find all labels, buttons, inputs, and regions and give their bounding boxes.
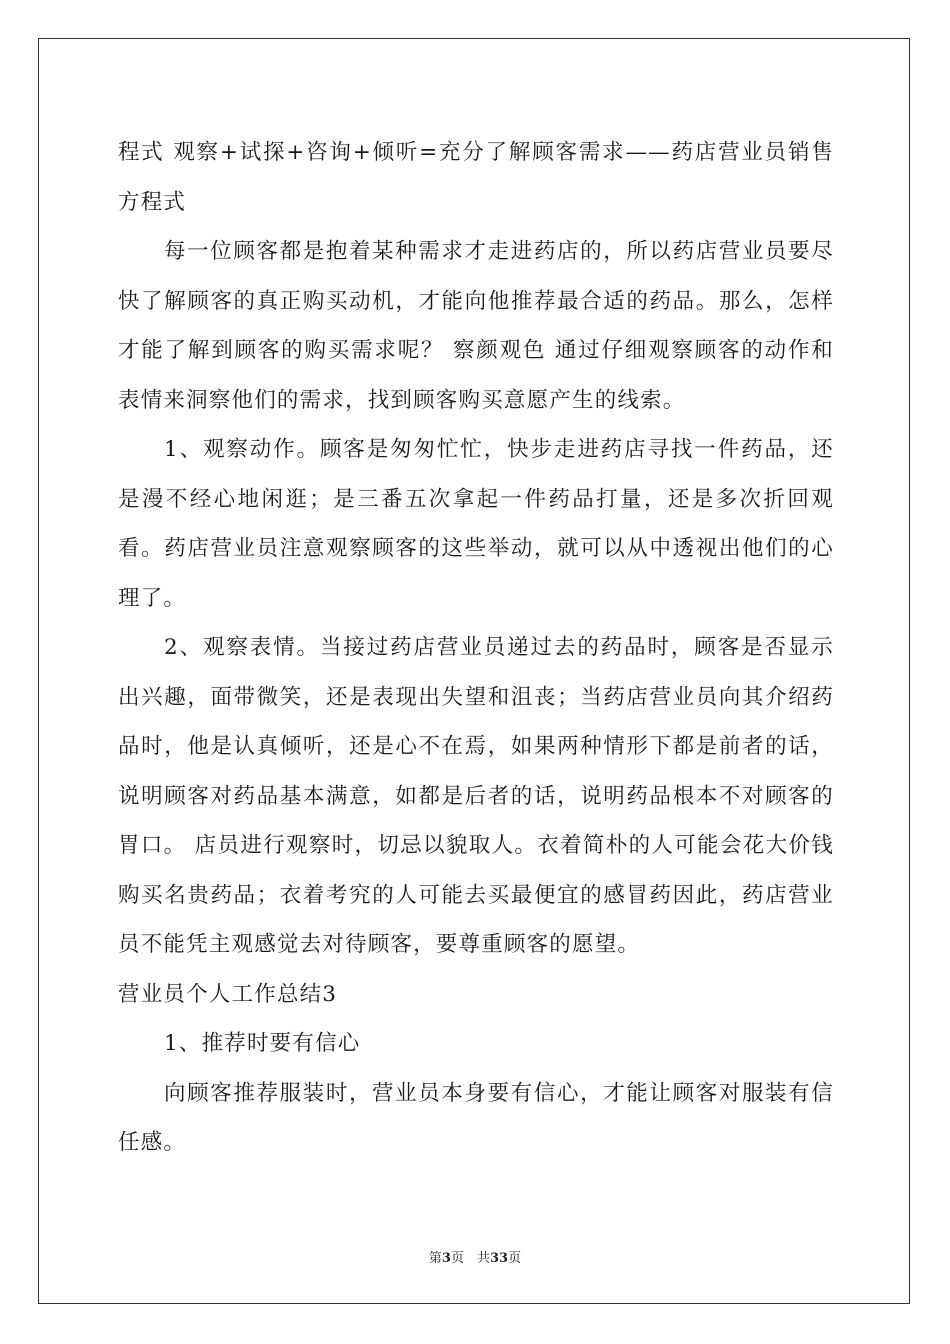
section-heading: 营业员个人工作总结3 xyxy=(118,981,338,1007)
paragraph-1: 程式 观察+试探+咨询+倾听=充分了解顾客需求——药店营业员销售方程式 xyxy=(118,140,834,215)
paragraph-3: 1、观察动作。顾客是匆匆忙忙，快步走进药店寻找一件药品，还是漫不经心地闲逛；是三番五次拿起一件药品打量，还是多次折回观看。药店营业员注意观察顾客的这些举动，就可以从中透视出他们的心理了。 xyxy=(118,437,834,611)
paragraph-2: 每一位顾客都是抱着某种需求才走进药店的，所以药店营业员要尽快了解顾客的真正购买动机，才能向他推荐最合适的药品。那么，怎样才能了解到顾客的购买需求呢？ 察颜观色 通过仔细观察顾客的动作和表情来洞察他们的需求，找到顾客购买意愿产生的线索。 xyxy=(118,239,834,413)
page-total: 33 xyxy=(489,1251,509,1266)
paragraph-7: 向顾客推荐服装时，营业员本身要有信心，才能让顾客对服装有信任感。 xyxy=(118,1080,834,1155)
page-prefix: 第 xyxy=(428,1251,442,1266)
page-footer xyxy=(0,1247,950,1266)
document-body xyxy=(118,128,834,1168)
page-mid: 页 共 xyxy=(450,1251,490,1266)
page-current: 3 xyxy=(441,1251,451,1266)
page-suffix: 页 xyxy=(508,1251,522,1266)
paragraph-6: 1、推荐时要有信心 xyxy=(164,1031,361,1056)
paragraph-4: 2、观察表情。当接过药店营业员递过去的药品时，顾客是否显示出兴趣，面带微笑，还是表现出失望和沮丧；当药店营业员向其介绍药品时，他是认真倾听，还是心不在焉，如果两种情形下都是前者的话，说明顾客对药品基本满意，如都是后者的话，说明药品根本不对顾客的胃口。 店员进行观察时，切忌以貌取人。衣着简朴的人可能会花大价钱购买名贵药品；衣着考究的人可能去买最便宜的感冒药因此，药店营业员不能凭主观感觉去对待顾客，要尊重顾客的愿望。 xyxy=(118,635,834,957)
